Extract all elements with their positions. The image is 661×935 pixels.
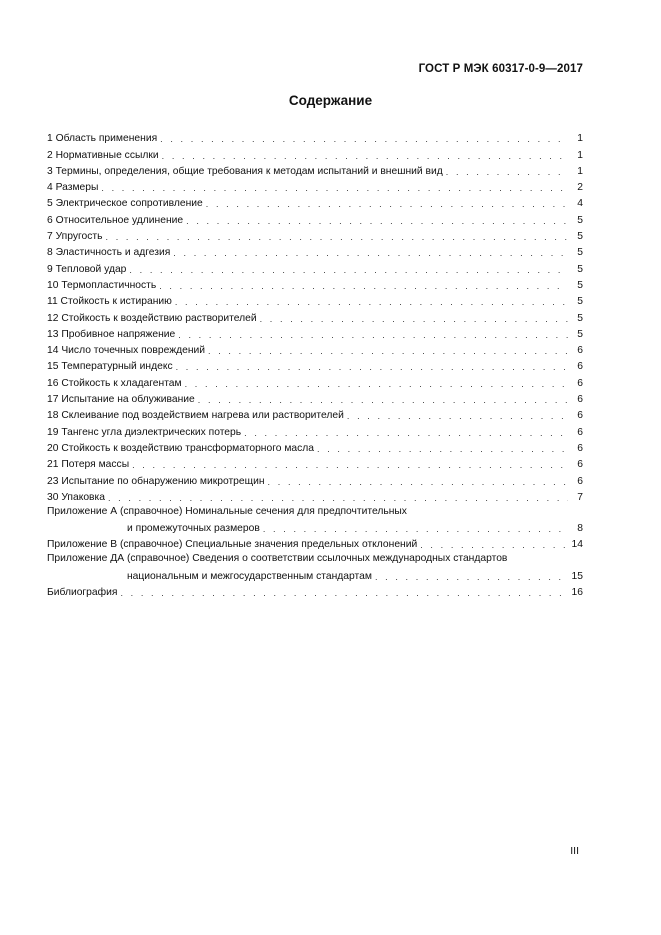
toc-entry[interactable] [47,179,583,195]
toc-entry-page: 5 [577,312,583,324]
toc-leader-dots [420,538,568,552]
toc-entry[interactable] [47,309,583,325]
toc-entry-label: 8 Эластичность и адгезия [47,247,171,259]
toc-appendix-da[interactable] [47,552,583,583]
toc-appendix-b-label: Приложение В (справочное) Специальные значения предельных отклонений [47,539,418,551]
toc-leader-dots [175,295,568,309]
toc-entry-page: 6 [577,394,583,406]
toc-entry-label: 10 Термопластичность [47,279,157,291]
toc-appendix-b[interactable] [47,536,583,552]
toc-appendix-a-page: 8 [577,523,583,535]
toc-entry[interactable] [47,244,583,260]
toc-leader-dots [268,475,568,489]
toc-appendix-da-continuation [47,567,583,583]
toc-entry[interactable] [47,440,583,456]
toc-entry-page: 5 [577,247,583,259]
toc-leader-dots [347,409,568,423]
toc-leader-dots [186,214,568,228]
toc-entry-page: 6 [577,345,583,357]
toc-entry[interactable] [47,342,583,358]
toc-bibliography-label: Библиография [47,587,118,599]
toc-entry-page: 5 [577,214,583,226]
toc-entry-label: 7 Упругость [47,231,103,243]
toc-entry-label: 9 Тепловой удар [47,263,127,275]
toc-entry-label: 30 Упаковка [47,491,105,503]
toc-leader-dots [176,360,568,374]
toc-entry[interactable] [47,374,583,390]
toc-entry-label: 12 Стойкость к воздействию растворителей [47,312,257,324]
toc-entry-page: 5 [577,279,583,291]
toc-entry[interactable] [47,489,583,505]
toc-entry-label: 3 Термины, определения, общие требования к методам испытаний и внешний вид [47,165,443,177]
toc-entry-label: 1 Область применения [47,133,158,145]
toc-appendix-a-continuation [47,520,583,536]
toc-entry-page: 1 [577,165,583,177]
toc-entry-page: 6 [577,361,583,373]
table-of-contents [47,130,583,600]
toc-entry[interactable] [47,277,583,293]
toc-entry[interactable] [47,358,583,374]
toc-appendix-a-subtitle: и промежуточных размеров [127,523,260,535]
toc-entry-page: 4 [577,198,583,210]
toc-entry-page: 7 [577,491,583,503]
toc-leader-dots [106,230,569,244]
toc-appendix-da-subtitle: национальным и межгосударственным стандартам [127,570,372,582]
toc-leader-dots [159,279,568,293]
page-number: III [570,845,579,857]
toc-leader-dots [160,132,568,146]
toc-entry-label: 11 Стойкость к истиранию [47,296,172,308]
toc-entry-page: 2 [577,182,583,194]
toc-entry-label: 4 Размеры [47,182,99,194]
toc-entry[interactable] [47,456,583,472]
toc-entry[interactable] [47,472,583,488]
toc-leader-dots [375,570,568,584]
toc-entry-page: 5 [577,263,583,275]
toc-leader-dots [132,458,568,472]
toc-entry[interactable] [47,211,583,227]
toc-leader-dots [263,522,568,536]
toc-entry-label: 13 Пробивное напряжение [47,328,176,340]
toc-leader-dots [185,377,568,391]
toc-entry-label: 20 Стойкость к воздействию трансформаторного масла [47,442,315,454]
toc-entry-page: 6 [577,377,583,389]
toc-entry[interactable] [47,293,583,309]
toc-entry-label: 14 Число точечных повреждений [47,345,206,357]
toc-entry-page: 6 [577,426,583,438]
document-code: ГОСТ Р МЭК 60317-0-9—2017 [418,63,583,75]
toc-entry-page: 5 [577,231,583,243]
toc-leader-dots [101,181,568,195]
toc-entry[interactable] [47,391,583,407]
toc-leader-dots [178,328,568,342]
toc-entry[interactable] [47,326,583,342]
toc-entry[interactable] [47,146,583,162]
toc-entry-page: 1 [577,149,583,161]
toc-entry[interactable] [47,163,583,179]
toc-entry-page: 5 [577,328,583,340]
toc-entry-label: 15 Температурный индекс [47,361,173,373]
toc-entry[interactable] [47,260,583,276]
toc-appendix-da-page: 15 [571,570,583,582]
toc-appendix-a[interactable] [47,505,583,536]
toc-entry-label: 5 Электрическое сопротивление [47,198,203,210]
toc-entry-page: 6 [577,459,583,471]
toc-entry-page: 6 [577,475,583,487]
toc-entry-page: 6 [577,410,583,422]
toc-entry-label: 6 Относительное удлинение [47,214,184,226]
toc-leader-dots [446,165,568,179]
toc-entry-label: 2 Нормативные ссылки [47,149,159,161]
page-title: Содержание [288,93,373,108]
toc-entry-label: 21 Потеря массы [47,459,130,471]
toc-leader-dots [317,442,568,456]
toc-appendix-da-title: Приложение ДА (справочное) Сведения о соответствии ссылочных международных стандартов [47,553,508,565]
toc-appendix-b-page: 14 [571,539,583,551]
toc-entry-label: 23 Испытание по обнаружению микротрещин [47,475,265,487]
toc-entry-page: 5 [577,296,583,308]
toc-bibliography[interactable] [47,584,583,600]
toc-leader-dots [120,586,568,600]
toc-leader-dots [208,344,568,358]
toc-leader-dots [244,426,568,440]
toc-bibliography-page: 16 [571,587,583,599]
toc-leader-dots [260,312,568,326]
toc-entry-page: 1 [577,133,583,145]
toc-entry-label: 19 Тангенс угла диэлектрических потерь [47,426,242,438]
toc-entry-label: 17 Испытание на облуживание [47,394,195,406]
toc-entry[interactable] [47,130,583,146]
toc-leader-dots [129,263,568,277]
toc-leader-dots [173,246,568,260]
toc-leader-dots [198,393,568,407]
toc-appendix-a-title: Приложение А (справочное) Номинальные сечения для предпочтительных [47,505,407,517]
toc-entry-label: 18 Склеивание под воздействием нагрева или растворителей [47,410,344,422]
toc-entry-label: 16 Стойкость к хладагентам [47,377,182,389]
toc-entry[interactable] [47,407,583,423]
toc-entry[interactable] [47,228,583,244]
toc-sections [47,130,583,505]
toc-leader-dots [108,491,568,505]
toc-entry-page: 6 [577,442,583,454]
toc-entry[interactable] [47,195,583,211]
toc-entry[interactable] [47,423,583,439]
toc-leader-dots [206,197,568,211]
toc-leader-dots [162,149,568,163]
